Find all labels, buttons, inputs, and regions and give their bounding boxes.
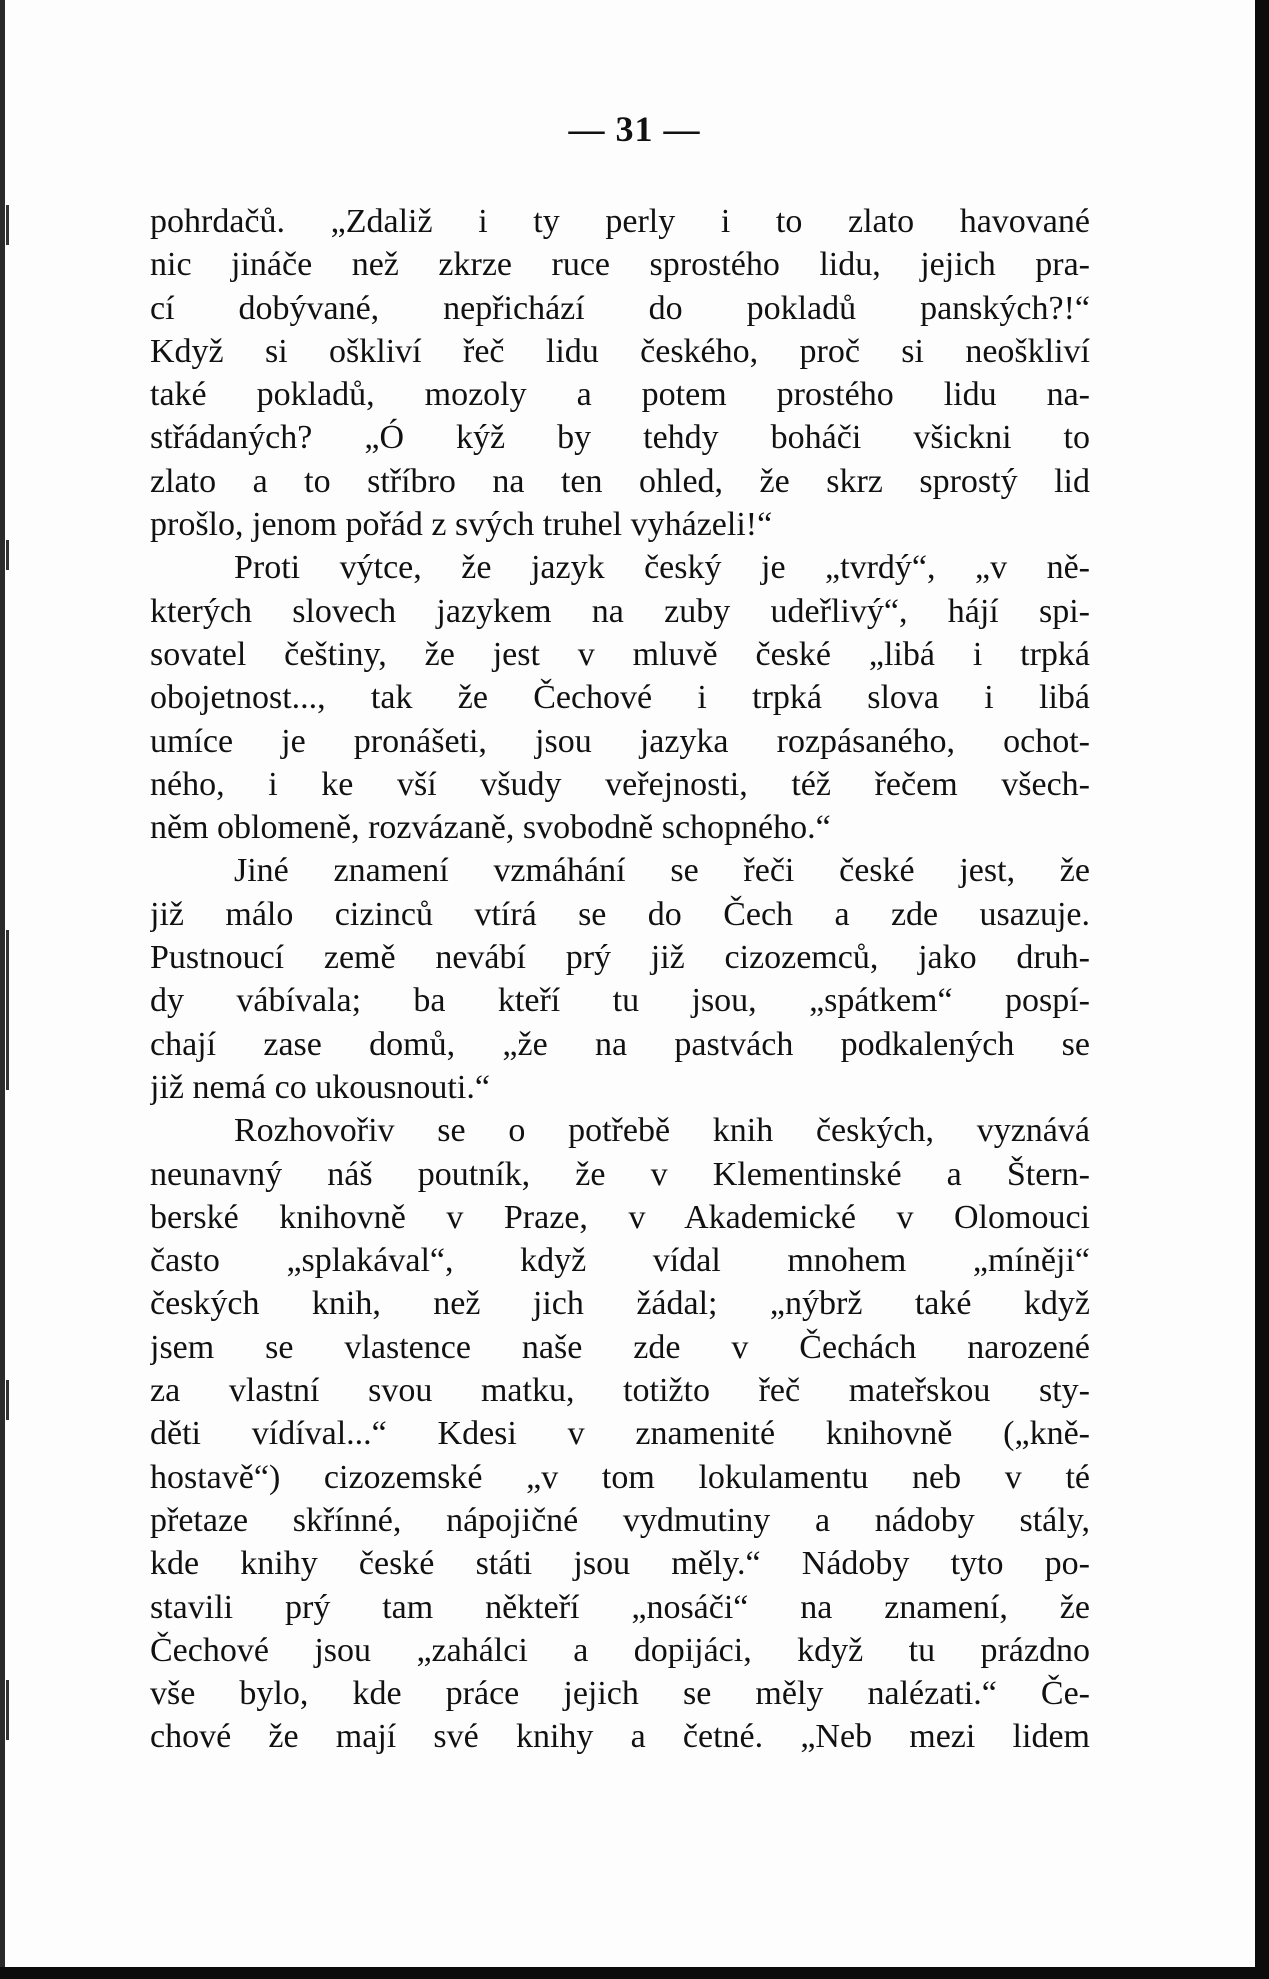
binding-mark xyxy=(6,540,9,570)
text-line: pohrdačů. „Zdaliž i ty perly i to zlato havované xyxy=(150,203,1090,240)
text-line: zlato a to stříbro na ten ohled, že skrz sprostý lid xyxy=(150,462,1090,500)
binding-mark xyxy=(6,205,9,245)
text-line: dy vábívala; ba kteří tu jsou, „spátkem“ pospí- xyxy=(150,982,1090,1020)
text-line: ného, i ke vší všudy veřejnosti, též řečem všech- xyxy=(150,765,1090,803)
text-line: Jiné znamení vzmáhání se řeči české jest, že xyxy=(234,852,1090,890)
text-line: přetaze skřínné, nápojičné vydmutiny a nádoby stály, xyxy=(150,1501,1090,1539)
text-line: kterých slovech jazykem na zuby udeřlivý“, hájí spi- xyxy=(150,592,1090,630)
text-line: neunavný náš poutník, že v Klementinské a Štern- xyxy=(150,1155,1090,1193)
text-line: Proti výtce, že jazyk český je „tvrdý“, „v ně- xyxy=(234,549,1090,587)
text-line: jsem se vlastence naše zde v Čechách narozené xyxy=(150,1328,1090,1366)
binding-mark xyxy=(6,930,9,1090)
text-line: Pustnoucí země nevábí prý již cizozemců, jako druh- xyxy=(150,939,1090,977)
body-text xyxy=(150,200,1090,1759)
text-line: kde knihy české státi jsou měly.“ Nádoby tyto po- xyxy=(150,1545,1090,1583)
text-line: vše bylo, kde práce jejich se měly nalézati.“ Če- xyxy=(150,1675,1090,1713)
scan-edge-left xyxy=(0,0,5,1979)
text-line: obojetnost..., tak že Čechové i trpká slova i libá xyxy=(150,679,1090,717)
text-line: chové že mají své knihy a četné. „Neb mezi lidem xyxy=(150,1718,1090,1756)
binding-mark xyxy=(6,1680,9,1740)
text-line: již nemá co ukousnouti.“ xyxy=(150,1068,490,1106)
text-line: prošlo, jenom pořád z svých truhel vyházeli!“ xyxy=(150,506,773,544)
text-line: stavili prý tam někteří „nosáči“ na znamení, že xyxy=(150,1588,1090,1626)
text-line: Čechové jsou „zahálci a dopijáci, když tu prázdno xyxy=(150,1631,1090,1669)
text-line: chají zase domů, „že na pastvách podkalených se xyxy=(150,1025,1090,1063)
text-line: něm oblomeně, rozvázaně, svobodně schopného.“ xyxy=(150,809,831,847)
text-line: děti vídíval...“ Kdesi v znamenité knihovně („kně- xyxy=(150,1415,1090,1453)
text-line: českých knih, než jich žádal; „nýbrž také když xyxy=(150,1285,1090,1323)
text-line: nic jináče než zkrze ruce sprostého lidu, jejich pra- xyxy=(150,246,1090,284)
text-line: již málo cizinců vtírá se do Čech a zde usazuje. xyxy=(150,895,1090,933)
text-line: umíce je pronášeti, jsou jazyka rozpásaného, ochot- xyxy=(150,722,1090,760)
page-number: — 31 — xyxy=(568,109,701,149)
text-line: střádaných? „Ó kýž by tehdy boháči všickni to xyxy=(150,419,1090,457)
text-line: často „splakával“, když vídal mnohem „míněji“ xyxy=(150,1242,1090,1280)
scan-edge-bottom xyxy=(0,1967,1269,1979)
text-line: Když si oškliví řeč lidu českého, proč si neoškliví xyxy=(150,332,1090,370)
text-line: Rozhovořiv se o potřebě knih českých, vyznává xyxy=(234,1112,1090,1150)
text-line: hostavě“) cizozemské „v tom lokulamentu neb v té xyxy=(150,1458,1090,1496)
binding-mark xyxy=(6,1380,9,1420)
text-line: sovatel češtiny, že jest v mluvě české „libá i trpká xyxy=(150,635,1090,673)
text-line: za vlastní svou matku, totižto řeč mateřskou sty- xyxy=(150,1372,1090,1410)
text-line: cí dobývané, nepřichází do pokladů panských?!“ xyxy=(150,289,1090,327)
text-line: také pokladů, mozoly a potem prostého lidu na- xyxy=(150,376,1090,414)
text-line: berské knihovně v Praze, v Akademické v Olomouci xyxy=(150,1198,1090,1236)
scan-edge-right xyxy=(1255,0,1269,1979)
